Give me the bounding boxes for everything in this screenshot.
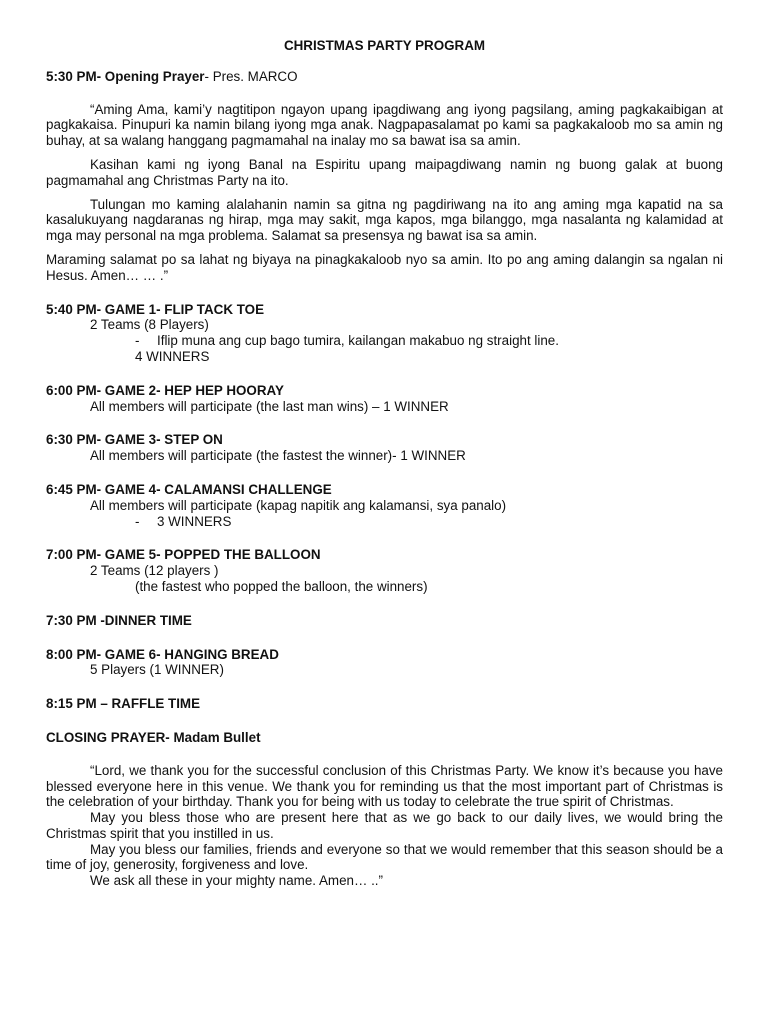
game-1-heading: 5:40 PM- GAME 1- FLIP TACK TOE [46,301,264,317]
game-3-description: All members will participate (the fastest the winner)- 1 WINNER [90,448,466,464]
opening-prayer-paragraph-3: Tulungan mo kaming alalahanin namin sa gitna ng pagdiriwang na ito ang aming mga kapatid na sa kasalukuyang nagdaranas ng hirap, mga may sakit, mga kapos, mga bilanggo, mga nasalanta ng kalamidad at mga may personal na mga problema. Salamat sa presensya ng bawat isa sa amin. [46,196,723,244]
opening-prayer-paragraph-2: Kasihan kami ng iyong Banal na Espiritu upang maipagdiwang namin ng buong galak at buong pagmamahal ang Christmas Party na ito. [46,156,723,188]
game-1-rule-text: Iflip muna ang cup bago tumira, kailangan makabuo ng straight line. [157,333,559,349]
game-4-winners [46,514,723,530]
raffle-heading: 8:15 PM – RAFFLE TIME [46,696,201,712]
opening-prayer-leader: - Pres. MARCO [204,68,298,84]
game-4-winners-text: 3 WINNERS [157,513,232,529]
closing-prayer-paragraph-2: May you bless those who are present here that as we go back to our daily lives, we would bring the Christmas spirit that you instilled in us. [46,810,723,841]
opening-prayer-paragraph-1: “Aming Ama, kami’y nagtitipon ngayon upang ipagdiwang ang iyong pagsilang, aming pagkakaibigan at pagkakaisa. Pinupuri ka namin bilang iyong mga anak. Nagpapasalamat po kami sa pagkakaloob mo sa amin ng buhay, at sa walang hanggang pagmamahal na inalay mo sa bawat isa sa amin. [46,101,723,149]
game-1-winners: 4 WINNERS [135,348,210,364]
closing-prayer-paragraph-3: May you bless our families, friends and everyone so that we would remember that this season should be a time of joy, generosity, forgiveness and love. [46,841,723,873]
closing-prayer-paragraph-1: “Lord, we thank you for the successful conclusion of this Christmas Party. We know it’s because you have blessed everyone here in this venue. We thank you for reminding us that the most important part of Christmas is the celebration of your birthday. Thank you for being with us today to celebrate the true spirit of Christmas. [46,762,723,810]
game-1-dash: - [135,333,140,349]
program-title: CHRISTMAS PARTY PROGRAM [283,38,486,53]
game-5-heading: 7:00 PM- GAME 5- POPPED THE BALLOON [46,547,321,563]
opening-prayer-heading [46,69,723,85]
game-4-heading: 6:45 PM- GAME 4- CALAMANSI CHALLENGE [46,481,332,497]
game-4-dash: - [135,513,140,529]
game-1-teams: 2 Teams (8 Players) [90,317,209,333]
game-2-heading: 6:00 PM- GAME 2- HEP HEP HOORAY [46,382,284,398]
game-6-description: 5 Players (1 WINNER) [90,662,224,678]
game-3-heading: 6:30 PM- GAME 3- STEP ON [46,432,223,448]
game-5-rule: (the fastest who popped the balloon, the winners) [135,578,428,594]
game-6-heading: 8:00 PM- GAME 6- HANGING BREAD [46,646,279,662]
game-1-rule [46,333,723,349]
opening-prayer-paragraph-4: Maraming salamat po sa lahat ng biyaya na pinagkakaloob nyo sa amin. Ito po ang aming dalangin sa ngalan ni Hesus. Amen… … .” [46,251,723,283]
closing-prayer-heading: CLOSING PRAYER- Madam Bullet [46,729,261,745]
closing-prayer-paragraph-4: We ask all these in your mighty name. Amen… ..” [90,873,383,889]
game-5-teams: 2 Teams (12 players ) [90,563,219,579]
game-2-description: All members will participate (the last man wins) – 1 WINNER [90,398,449,414]
opening-prayer-time-label: 5:30 PM- Opening Prayer [46,68,205,84]
dinner-heading: 7:30 PM -DINNER TIME [46,612,192,628]
game-4-description: All members will participate (kapag napitik ang kalamansi, sya panalo) [90,497,507,513]
